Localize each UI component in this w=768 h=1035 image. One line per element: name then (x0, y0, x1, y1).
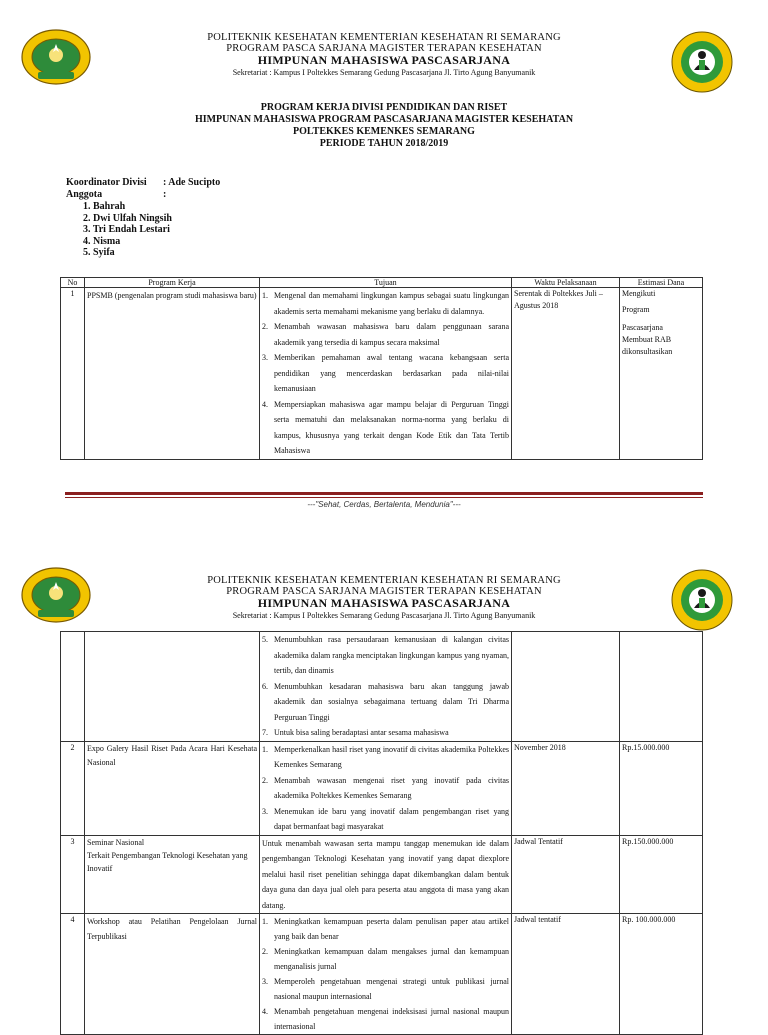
objective-item: 1. Mengenal dan memahami lingkungan kampus sebagai suatu lingkungan akademis serta memahami mekanisme yang berlaku di dalamnya. (262, 291, 509, 316)
footer-rule-thin (65, 497, 703, 498)
objective-item: 4. Mempersiapkan mahasiswa agar mampu belajar di Perguruan Tinggi serta mematuhi dan melaksanakan norma-norma yang berlaku di kampus, khususnya yang terkait dengan Kode Etik dan Tata Tertib Mahasiswa (262, 399, 509, 455)
col-header-no: No (61, 278, 85, 288)
member-item: 3. Tri Endah Lestari (83, 224, 170, 236)
objective-item: 2. Menambah wawasan mengenai riset yang inovatif pada civitas akademika Poltekkes Kemenkes Semarang (262, 775, 509, 800)
organization-name: HIMPUNAN MAHASISWA PASCASARJANA (257, 53, 511, 67)
objective-item: 3. Memberikan pemahaman awal tentang wacana kebangsaan serta pendidikan yang mencerdaskan berdasarkan pada nilai-nilai kemanusiaan (262, 353, 509, 393)
objective-item: 7. Untuk bisa saling beradaptasi antar sesama mahasiswa (262, 728, 449, 737)
coordinator-block (66, 177, 220, 201)
objective-list (260, 632, 512, 742)
budget-line: Pascasarjana (622, 323, 663, 332)
member-item: 5. Syifa (83, 247, 115, 259)
objective-list (260, 741, 512, 835)
col-header-program: Program Kerja (85, 278, 260, 288)
program-name-cell: PPSMB (pengenalan program studi mahasiswa baru) (85, 288, 260, 460)
row-number (61, 632, 85, 742)
title-line-2: HIMPUNAN MAHASISWA PROGRAM PASCASARJANA MAGISTER KESEHATAN (194, 114, 574, 125)
document-title (0, 102, 768, 150)
member-item: 2. Dwi Ulfah Ningsih (83, 212, 172, 224)
table-row (61, 288, 703, 460)
program-name-cell (85, 632, 260, 742)
footer-rule (65, 492, 703, 495)
objective-list (260, 914, 512, 1035)
page-1 (0, 0, 768, 510)
title-line-4: PERIODE TAHUN 2018/2019 (319, 138, 449, 149)
program-name-line: Terkait Pengembangan Teknologi Kesehatan yang Inovatif (87, 850, 248, 873)
institution-name: POLITEKNIK KESEHATAN KEMENTERIAN KESEHATAN RI SEMARANG (207, 575, 561, 586)
members-list (83, 201, 172, 259)
table-row (61, 914, 703, 1035)
time-cell: November 2018 (512, 741, 620, 835)
organization-name: HIMPUNAN MAHASISWA PASCASARJANA (257, 596, 511, 610)
budget-line: dikonsultasikan (622, 347, 673, 356)
time-cell: Jadwal Tentatif (512, 835, 620, 914)
table-row (61, 632, 703, 742)
members-colon: : (163, 189, 167, 200)
budget-line: Mengikuti (622, 289, 656, 298)
table-row (61, 741, 703, 835)
objective-item: 1. Meningkatkan kemampuan peserta dalam penulisan paper atau artikel yang baik dan benar (262, 917, 509, 941)
time-cell: Jadwal tentatif (512, 914, 620, 1035)
member-item: 1. Bahrah (83, 201, 126, 212)
col-header-time: Waktu Pelaksanaan (512, 278, 620, 288)
budget-line: Program (622, 305, 650, 314)
page-2 (0, 560, 768, 1031)
members-label: Anggota (66, 189, 103, 200)
budget-cell: Rp.150.000.000 (620, 835, 703, 914)
budget-cell: Rp.15.000.000 (620, 741, 703, 835)
budget-cell (620, 632, 703, 742)
letterhead (0, 32, 768, 78)
row-number: 4 (61, 914, 85, 1035)
objective-item: 4. Menambah pengetahuan mengenai indeksisasi jurnal nasional maupun internasional (262, 1007, 509, 1031)
objective-item: 3. Menemukan ide baru yang inovatif dalam pengembangan riset yang dapat bermanfaat bagi masyarakat (262, 806, 509, 831)
budget-line: Membuat RAB (622, 335, 672, 344)
program-name: PROGRAM PASCA SARJANA MAGISTER TERAPAN KESEHATAN (226, 43, 542, 54)
objective-text: Untuk menambah wawasan serta mampu tanggap menemukan ide dalam pengembangan Teknologi Kesehatan yang inovatif yang dapat diexplore melalui hasil riset penelitian sehingga dapat dikembangkan dalam bentuk daya guna dan daya jual oleh para peserta atau anggota di masa yang akan datang. (260, 835, 512, 914)
program-name: PROGRAM PASCA SARJANA MAGISTER TERAPAN KESEHATAN (226, 586, 542, 597)
objective-list (260, 288, 512, 460)
program-name-cell: Workshop atau Pelatihan Pengelolaan Jurnal Terpublikasi (85, 914, 260, 1035)
budget-cell (620, 288, 703, 460)
program-name-cell (85, 835, 260, 914)
budget-cell: Rp. 100.000.000 (620, 914, 703, 1035)
program-table-continued (60, 631, 703, 1035)
secretariat-address: Sekretariat : Kampus I Poltekkes Semarang Gedung Pascasarjana Jl. Tirto Agung Banyumanik (232, 68, 536, 77)
objective-item: 5. Menumbuhkan rasa persaudaraan kemanusiaan di kalangan civitas akademika dalam rangka menciptakan lingkungan kampus yang nyaman, tertib, dan dinamis (262, 635, 509, 675)
objective-item: 1. Memperkenalkan hasil riset yang inovatif di civitas akademika Poltekkes Kemenkes Semarang (262, 744, 509, 769)
member-item: 4. Nisma (83, 235, 121, 247)
coordinator-value: : Ade Sucipto (163, 177, 221, 188)
program-name-cell: Expo Galery Hasil Riset Pada Acara Hari Kesehata Nasional (85, 741, 260, 835)
table-header-row (61, 278, 703, 288)
coordinator-label: Koordinator Divisi (66, 177, 147, 188)
program-table (60, 277, 703, 460)
row-number: 1 (61, 288, 85, 460)
objective-item: 3. Memperoleh pengetahuan mengenai strategi untuk publikasi jurnal nasional maupun internasional (262, 977, 509, 1001)
title-line-3: POLTEKKES KEMENKES SEMARANG (293, 126, 475, 137)
program-name-line: Seminar Nasional (87, 837, 145, 847)
institution-name: POLITEKNIK KESEHATAN KEMENTERIAN KESEHATAN RI SEMARANG (207, 32, 561, 43)
row-number: 3 (61, 835, 85, 914)
objective-item: 2. Meningkatkan kemampuan dalam mengakses jurnal dan kemampuan menganalisis jurnal (262, 947, 509, 971)
time-cell: Serentak di Poltekkes Juli – Agustus 2018 (512, 288, 620, 460)
row-number: 2 (61, 741, 85, 835)
objective-item: 6. Menumbuhkan kesadaran mahasiswa baru akan tanggung jawab akademik dan sosialnya sebagaimana tertuang dalam Tri Dharma Perguruan Tinggi (262, 681, 509, 722)
table-row (61, 835, 703, 914)
objective-item: 2. Menambah wawasan mahasiswa baru dalam penggunaan sarana akademik yang tersedia di kampus secara maksimal (262, 322, 509, 347)
secretariat-address: Sekretariat : Kampus I Poltekkes Semarang Gedung Pascasarjana Jl. Tirto Agung Banyumanik (232, 611, 536, 620)
motto: ---"Sehat, Cerdas, Bertalenta, Mendunia"--- (307, 500, 461, 509)
col-header-objective: Tujuan (260, 278, 512, 288)
col-header-budget: Estimasi Dana (620, 278, 703, 288)
title-line-1: PROGRAM KERJA DIVISI PENDIDIKAN DAN RISET (260, 102, 508, 113)
time-cell (512, 632, 620, 742)
letterhead (0, 575, 768, 621)
